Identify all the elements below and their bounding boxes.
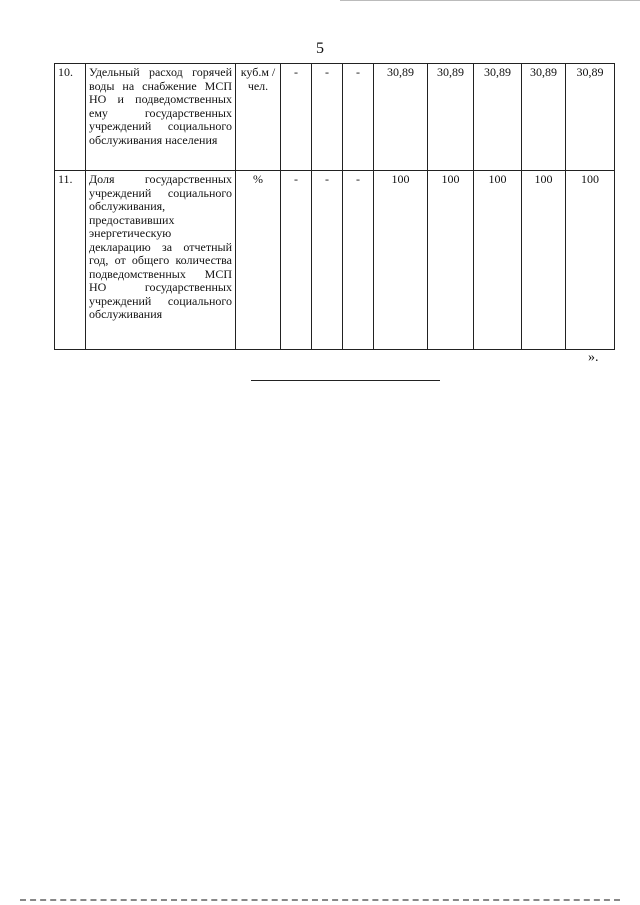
- row-value: 100: [428, 171, 474, 350]
- row-number: 10.: [55, 64, 86, 171]
- row-description: Удельный расход горячей воды на снабжение МСП НО и подведомственных ему государственных учреждений социального обслуживания населения: [86, 64, 236, 171]
- closing-quote: ».: [588, 350, 599, 365]
- table-row: [55, 171, 615, 350]
- row-value: 100: [474, 171, 522, 350]
- row-dash: -: [281, 64, 312, 171]
- row-unit: куб.м / чел.: [236, 64, 281, 171]
- row-dash: -: [281, 171, 312, 350]
- row-dash: -: [343, 64, 374, 171]
- row-dash: -: [312, 64, 343, 171]
- indicators-table: [54, 63, 615, 350]
- row-dash: -: [343, 171, 374, 350]
- row-value: 100: [566, 171, 615, 350]
- row-dash: -: [312, 171, 343, 350]
- row-value: 30,89: [566, 64, 615, 171]
- scan-edge-strip: [20, 899, 620, 901]
- row-number: 11.: [55, 171, 86, 350]
- row-unit: %: [236, 171, 281, 350]
- table-row: [55, 64, 615, 171]
- row-value: 30,89: [474, 64, 522, 171]
- separator-line: [251, 380, 440, 381]
- row-value: 100: [522, 171, 566, 350]
- page-number: 5: [316, 40, 324, 57]
- row-value: 30,89: [522, 64, 566, 171]
- row-description: Доля государственных учреждений социального обслуживания, предоставивших энергетическую декларацию за отчетный год, от общего количества подведомственных МСП НО государственных учреждений социального обслуживания: [86, 171, 236, 350]
- row-value: 100: [374, 171, 428, 350]
- row-value: 30,89: [428, 64, 474, 171]
- top-edge-line: [340, 0, 640, 1]
- row-value: 30,89: [374, 64, 428, 171]
